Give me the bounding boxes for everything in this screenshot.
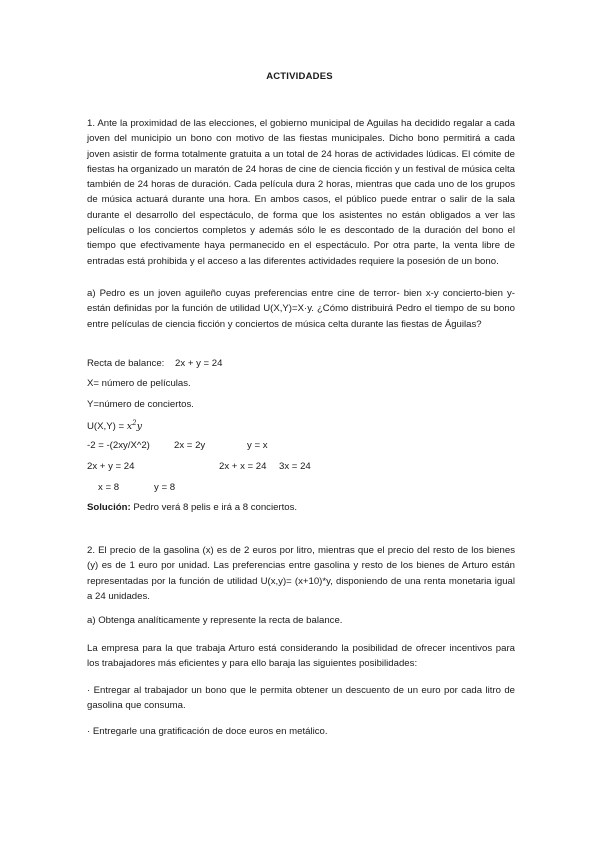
option-2: · Entregarle una gratificación de doce euros en metálico. [87, 726, 328, 737]
utility-exponent: 2 [132, 419, 137, 427]
x-definition: X= número de películas. [87, 378, 191, 389]
result-y: y = 8 [154, 482, 176, 493]
question-1-intro: 1. Ante la proximidad de las elecciones, el gobierno municipal de Aguilas ha decidido regalar a cada joven del municipio un bono con motivo de las fiestas municipales. Dicho bono permitirá a cada joven asistir de forma totalmente gratuita a un total de 24 horas de actividades lúdicas. El cómite de fiestas ha organizado un maratón de 24 horas de cine de ciencia ficción y un festival de música celta también de 24 horas de duración. Cada película dura 2 horas, mientras que cada uno de los grupos de música actuará durante una hora. En ambos casos, el público puede entrar o salir de la sala durante el desarrollo del espectáculo, de forma que los asistentes no están obligados a ver las películas o los conciertos completos y además sólo le es descontado de la duración del bono el tiempo que efectivamente haya permanecido en el espectáculo. Por otra parte, la venta libre de entradas está prohibida y el acceso a las diferentes actividades requiere la posesión de un bono. [87, 118, 515, 267]
equation-3: y = x [247, 440, 268, 451]
equation-4: 2x + y = 24 [87, 461, 135, 472]
balance-equation: 2x + y = 24 [175, 358, 223, 369]
utility-lhs: U(X,Y) = [87, 421, 127, 433]
company-paragraph: La empresa para la que trabaja Arturo está considerando la posibilidad de ofrecer incentivos para los trabajadores más eficientes y para ello baraja las siguientes posibilidades: [87, 643, 515, 670]
utility-function [87, 417, 142, 433]
utility-tail: y [136, 421, 143, 433]
result-x: x = 8 [98, 482, 120, 493]
solution-line [87, 501, 297, 514]
equation-6: 3x = 24 [279, 461, 311, 472]
page-title: ACTIVIDADES [266, 71, 333, 82]
equation-5: 2x + x = 24 [219, 461, 267, 472]
y-definition: Y=número de conciertos. [87, 399, 194, 410]
option-1: · Entregar al trabajador un bono que le permita obtener un descuento de un euro por cada litro de gasolina que consuma. [87, 685, 515, 712]
balance-label: Recta de balance: [87, 358, 165, 369]
equation-row-1 [87, 439, 150, 452]
equation-1: -2 = -(2xy/X^2) [87, 440, 150, 451]
question-2-part-a: a) Obtenga analíticamente y represente la recta de balance. [87, 615, 343, 626]
solution-label: Solución: [87, 502, 131, 513]
question-2-intro: 2. El precio de la gasolina (x) es de 2 euros por litro, mientras que el precio del resto de los bienes (y) es de 1 euro por unidad. Las preferencias entre gasolina y resto de los bienes de Arturo están representadas por la función de utilidad U(x,y)= (x+10)*y, disponiendo de una renta monetaria igual a 24 unidades. [87, 545, 515, 602]
balance-line [87, 357, 222, 370]
utility-base: x [126, 421, 133, 433]
question-1-part-a: a) Pedro es un joven aguileño cuyas preferencias entre cine de terror- bien x-y concierto-bien y- están definidas por la función de utilidad U(X,Y)=X·y. ¿Cómo distribuirá Pedro el tiempo de su bono entre películas de ciencia ficción y conciertos de música celta durante las fiestas de Águilas? [87, 288, 515, 330]
solution-text: Pedro verá 8 pelis e irá a 8 conciertos. [130, 502, 298, 513]
equation-2: 2x = 2y [174, 440, 206, 451]
